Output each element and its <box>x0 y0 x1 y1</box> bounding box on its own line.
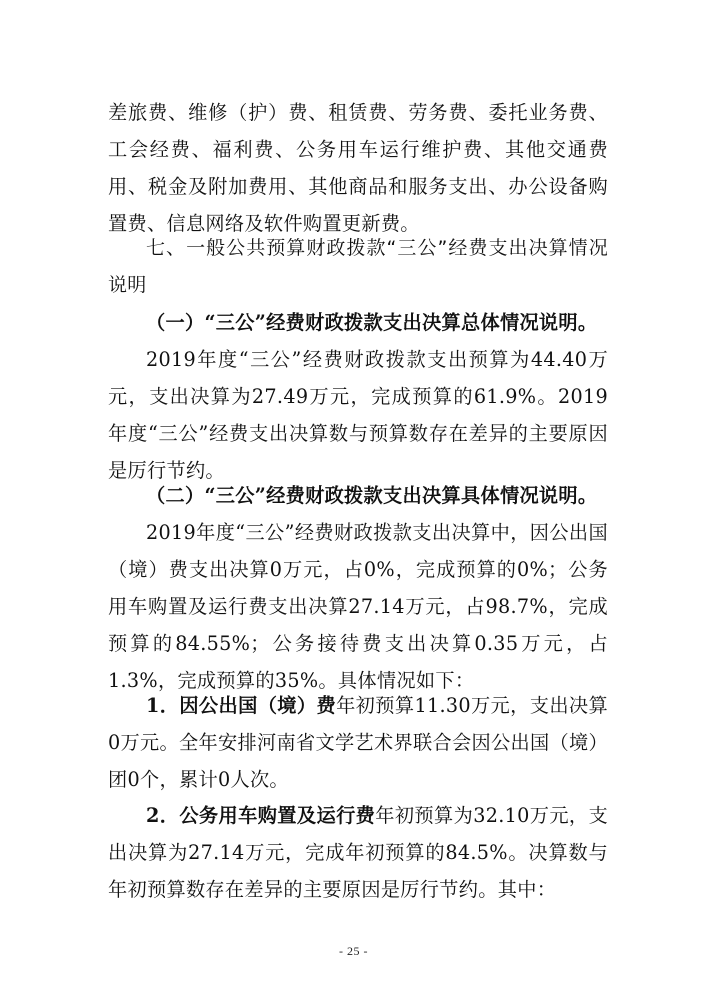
item-2-label: 2．公务用车购置及运行费 <box>146 804 376 827</box>
paragraph-item-2 <box>108 797 608 908</box>
paragraph-details: 2019年度“三公”经费财政拨款支出决算中，因公出国（境）费支出决算0万元，占0%，完成预算的0%；公务用车购置及运行费支出决算27.14万元，占98.7%，完成预算的84.55%；公务接待费支出决算0.35万元，占1.3%，完成预算的35%。具体情况如下： <box>108 521 608 692</box>
paragraph-item-1 <box>108 687 608 798</box>
subsection-heading-two: （二）“三公”经费财政拨款支出决算具体情况说明。 <box>146 484 598 507</box>
item-1-text: 年初预算11.30万元，支出决算0万元。全年安排河南省文学艺术界联合会因公出国（境）团0个，累计0人次。 <box>108 694 608 791</box>
section-heading-seven: 七、一般公共预算财政拨款“三公”经费支出决算情况说明 <box>108 237 608 296</box>
paragraph-overall: 2019年度“三公”经费财政拨款支出预算为44.40万元，支出决算为27.49万元，完成预算的61.9%。2019年度“三公”经费支出决算数与预算数存在差异的主要原因是厉行节约。 <box>108 348 608 482</box>
item-1-label: 1．因公出国（境）费 <box>146 694 337 717</box>
page-number: - 25 - <box>339 944 368 958</box>
subsection-heading-one: （一）“三公”经费财政拨款支出决算总体情况说明。 <box>146 311 598 334</box>
item-2-text: 年初预算为32.10万元，支出决算为27.14万元，完成年初预算的84.5%。决算数与年初预算数存在差异的主要原因是厉行节约。其中： <box>108 804 608 901</box>
paragraph-expense-list: 差旅费、维修（护）费、租赁费、劳务费、委托业务费、工会经费、福利费、公务用车运行维护费、其他交通费用、税金及附加费用、其他商品和服务支出、办公设备购置费、信息网络及软件购置更新费。 <box>108 101 608 235</box>
